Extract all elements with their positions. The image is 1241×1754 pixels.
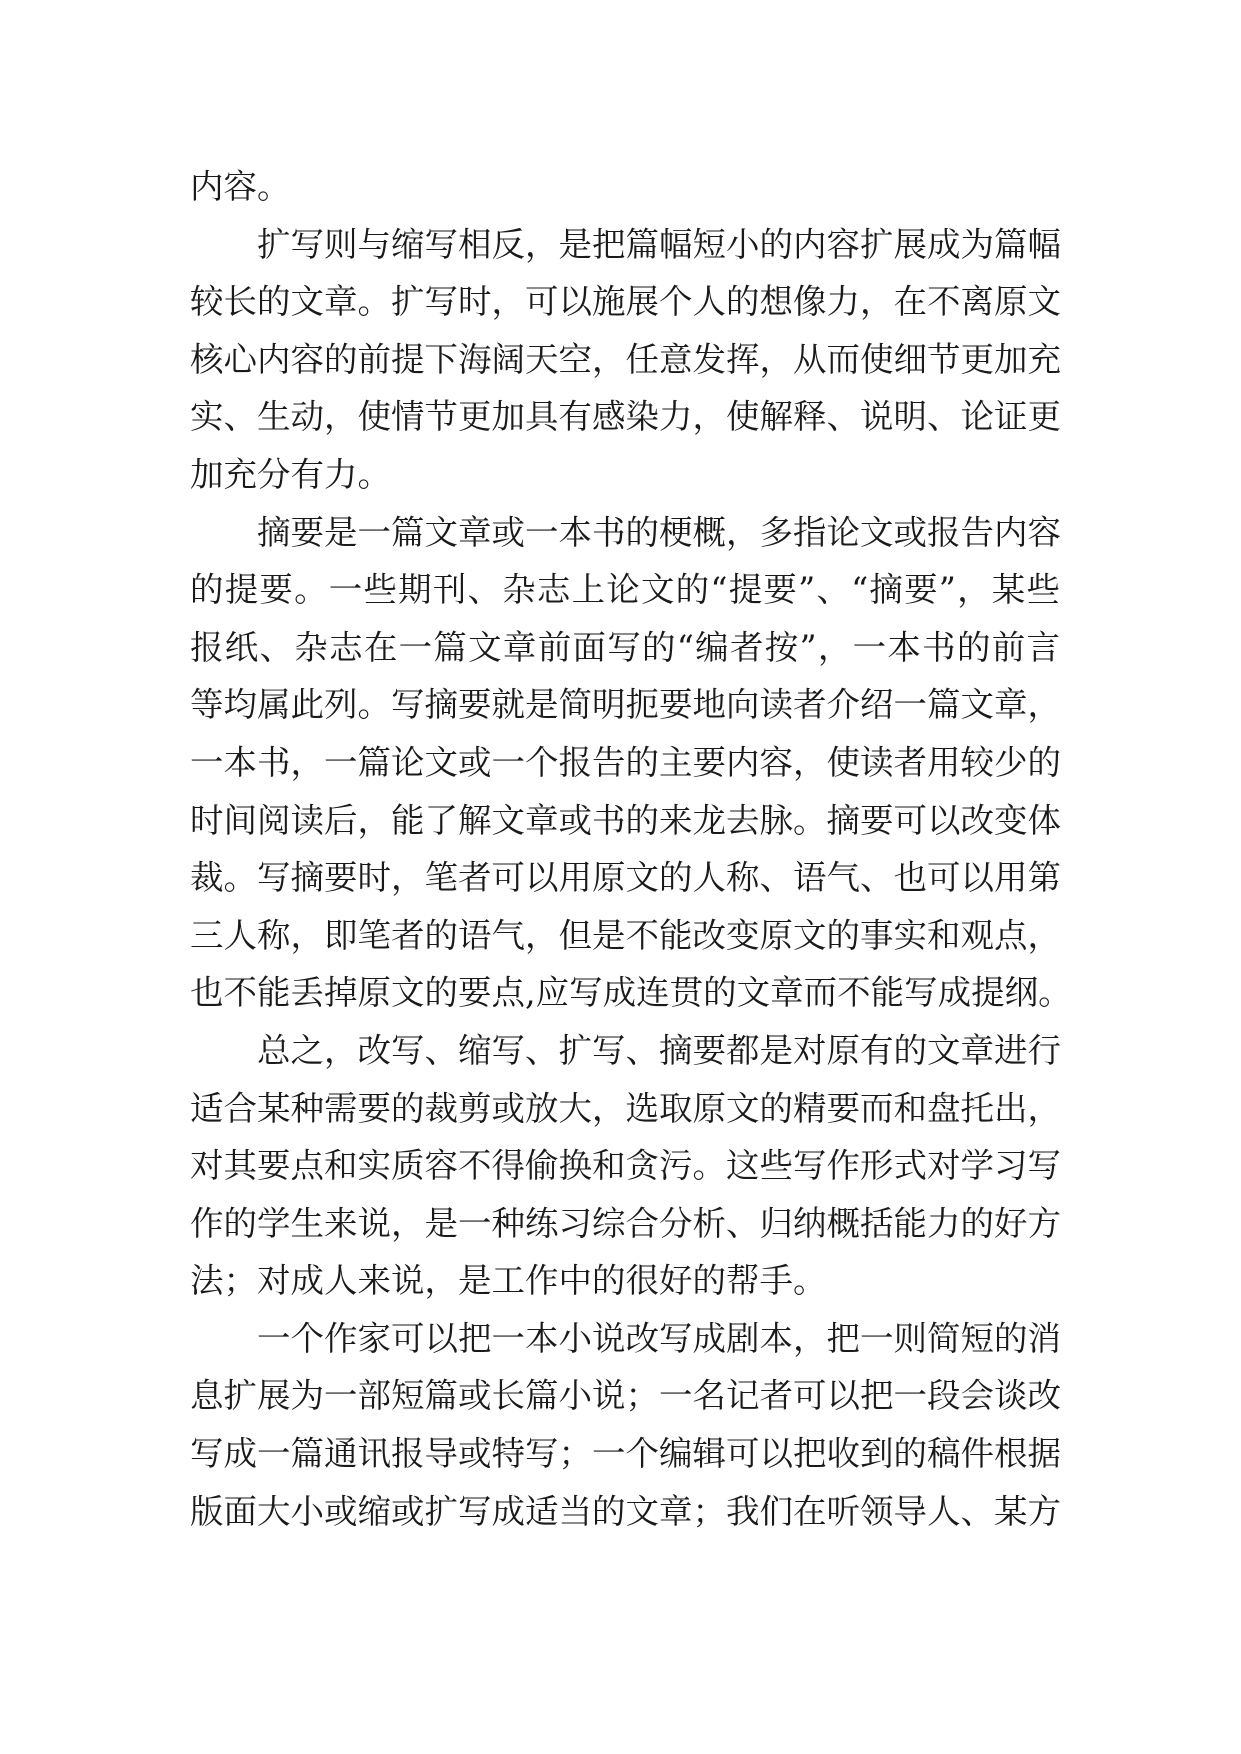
text-line: 也不能丢掉原文的要点,应写成连贯的文章而不能写成提纲。 [190,973,1072,1013]
text-line: 报纸、杂志在一篇文章前面写的“编者按”，一本书的前言 [190,627,1060,667]
text-line: 加充分有力。 [190,454,391,494]
text-line: 的提要。一些期刊、杂志上论文的“提要”、“摘要”，某些 [190,570,1060,610]
text-line: 对其要点和实质容不得偷换和贪污。这些写作形式对学习写 [190,1146,1061,1186]
text-line: 写成一篇通讯报导或特写；一个编辑可以把收到的稿件根据 [190,1434,1061,1474]
text-line: 一本书，一篇论文或一个报告的主要内容，使读者用较少的 [190,742,1061,782]
text-line: 一个作家可以把一本小说改写成剧本，把一则简短的消 [257,1318,1061,1358]
text-line: 扩写则与缩写相反，是把篇幅短小的内容扩展成为篇幅 [257,224,1061,264]
text-line: 总之，改写、缩写、扩写、摘要都是对原有的文章进行 [257,1030,1061,1070]
text-line: 内容。 [190,167,291,206]
text-line: 裁。写摘要时，笔者可以用原文的人称、语气、也可以用第 [190,858,1061,898]
text-line: 息扩展为一部短篇或长篇小说；一名记者可以把一段会谈改 [190,1376,1061,1416]
text-line: 实、生动，使情节更加具有感染力，使解释、说明、论证更 [190,397,1061,437]
text-line: 时间阅读后，能了解文章或书的来龙去脉。摘要可以改变体 [190,800,1061,840]
text-line: 版面大小或缩或扩写成适当的文章；我们在听领导人、某方 [190,1491,1061,1531]
text-line: 三人称，即笔者的语气，但是不能改变原文的事实和观点， [190,915,1061,955]
text-line: 核心内容的前提下海阔天空，任意发挥，从而使细节更加充 [190,339,1061,379]
text-line: 较长的文章。扩写时，可以施展个人的想像力，在不离原文 [190,282,1061,322]
text-line: 摘要是一篇文章或一本书的梗概，多指论文或报告内容 [257,512,1061,552]
text-line: 等均属此列。写摘要就是简明扼要地向读者介绍一篇文章， [190,685,1061,725]
text-line: 法；对成人来说，是工作中的很好的帮手。 [190,1261,827,1301]
text-line: 作的学生来说，是一种练习综合分析、归纳概括能力的好方 [190,1203,1061,1243]
text-line: 适合某种需要的裁剪或放大，选取原文的精要而和盘托出， [190,1088,1061,1128]
body-text [190,158,1072,1540]
